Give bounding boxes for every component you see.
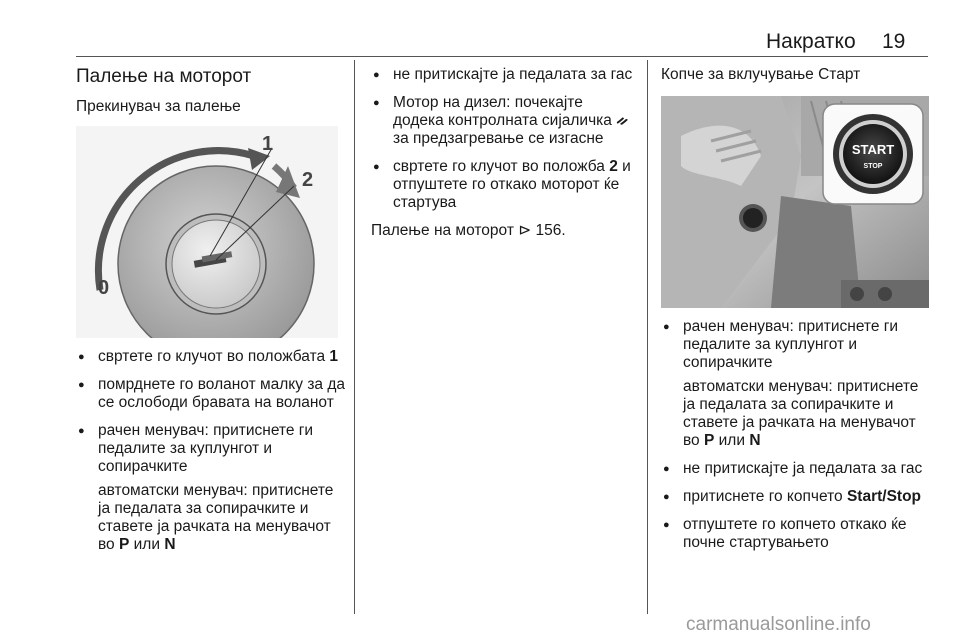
key-position-2-label: 2 xyxy=(302,169,314,191)
glow-plug-icon: ᨀ xyxy=(616,112,629,129)
page-header-title: Накратко xyxy=(766,30,856,53)
page-reference: Палење на моторот ⊳ 156. xyxy=(371,222,566,239)
start-stop-button-illustration xyxy=(661,96,929,308)
list-item: ● не притискајте ја педалата за гас xyxy=(661,460,931,478)
list-item: ● свртете го клучот во положба 2 и отпуштете го откако моторот ќе стартува xyxy=(371,158,637,212)
list-item: ● свртете го клучот во положбата 1 xyxy=(76,348,348,366)
page-number: 19 xyxy=(882,30,906,53)
column-divider-2 xyxy=(647,60,648,614)
list-item: ● рачен менувач: притиснете ги педалите за куплунгот и сопирачките автоматски менувач: притиснете ја педалата за сопирачките и ставете ја рачката на менувачот во P или N xyxy=(661,318,931,450)
list-item: ● помрднете го воланот малку за да се ослободи бравата на воланот xyxy=(76,376,348,412)
list-item-note: автоматски менувач: притиснете ја педалата за сопирачките и ставете ја рачката на менувачот во P или N xyxy=(98,482,334,553)
section-heading: Палење на моторот xyxy=(76,66,252,87)
list-item: ● не притискајте ја педалата за гас xyxy=(371,66,637,84)
list-item: ● притиснете го копчето Start/Stop xyxy=(661,488,931,506)
reference-arrow-icon: ⊳ xyxy=(518,222,532,239)
key-position-1-label: 1 xyxy=(262,133,274,155)
section-subheading: Прекинувач за палење xyxy=(76,98,241,115)
header-divider xyxy=(76,56,928,57)
ignition-switch-illustration xyxy=(76,126,338,338)
section-heading: Копче за вклучување Старт xyxy=(661,66,861,83)
column-divider-1 xyxy=(354,60,355,614)
stop-button-label: STOP xyxy=(863,163,883,170)
list-item: ● отпуштете го копчето откако ќе почне стартувањето xyxy=(661,516,931,552)
list-item: ● Мотор на дизел: почекајте додека контролната сијаличка ᨀ за предзагревање се изгасне xyxy=(371,94,637,148)
start-button-label: START xyxy=(851,142,895,157)
list-item: ● рачен менувач: притиснете ги педалите за куплунгот и сопирачките автоматски менувач: притиснете ја педалата за сопирачките и ставете ја рачката на менувачот во P или N xyxy=(76,422,348,554)
key-position-0-label: 0 xyxy=(98,277,110,299)
column-ignition xyxy=(76,66,346,116)
watermark: carmanualsonline.info xyxy=(686,614,871,635)
ignition-instructions xyxy=(76,348,348,564)
column-ignition-continued xyxy=(371,66,637,240)
start-instructions xyxy=(661,318,931,562)
list-item-note: автоматски менувач: притиснете ја педалата за сопирачките и ставете ја рачката на менувачот во P или N xyxy=(683,378,919,449)
column-start-button xyxy=(661,66,929,84)
